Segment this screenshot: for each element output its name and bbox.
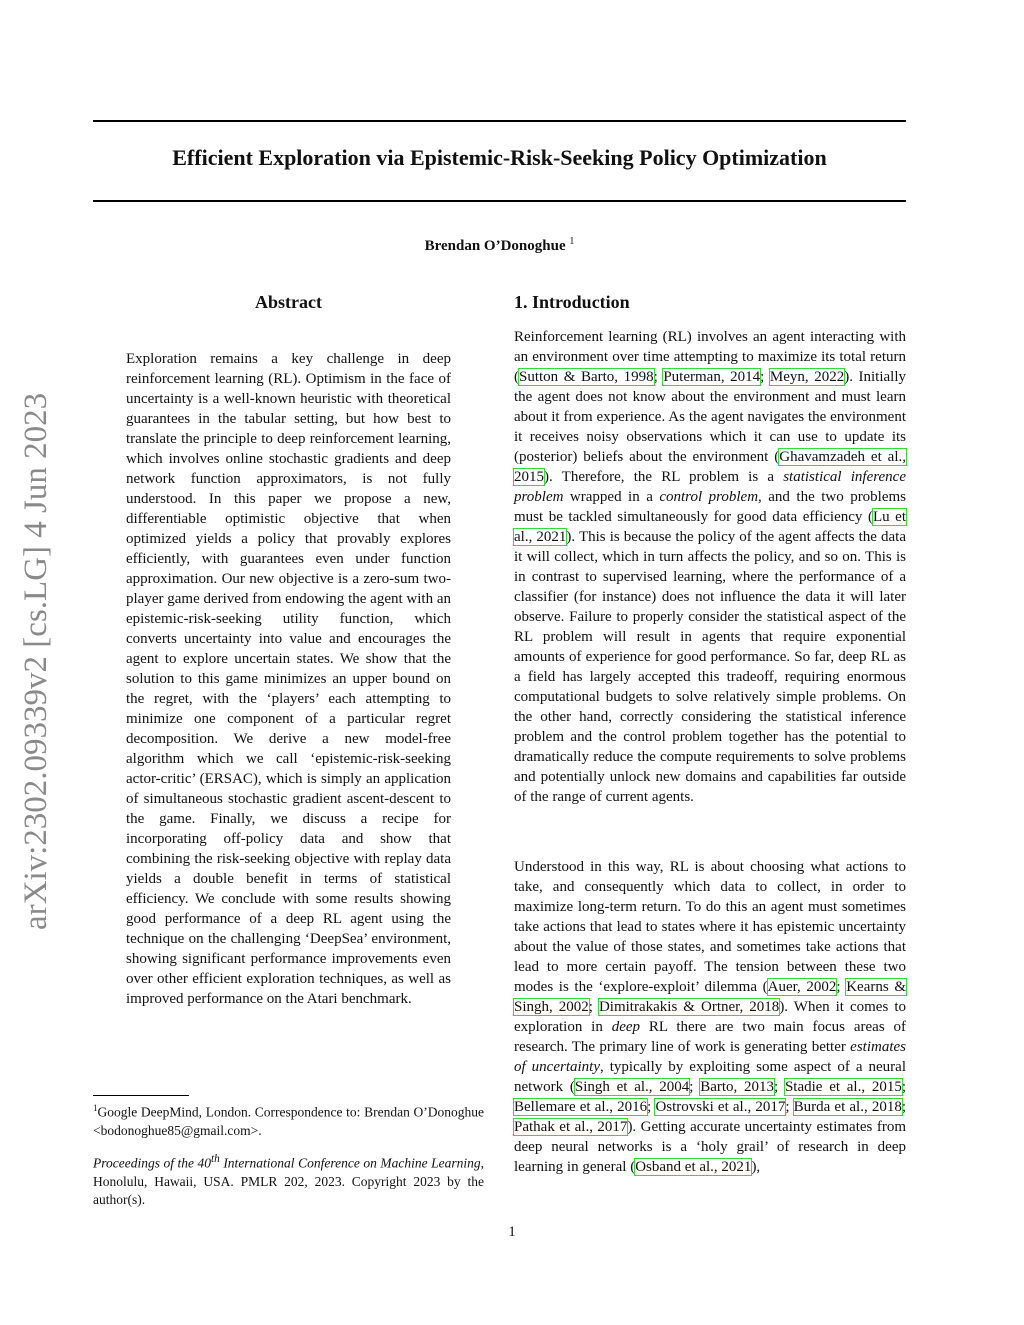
text-run: ;	[836, 979, 847, 995]
text-run: Understood in this way, RL is about choosing what actions to take, and consequently which data to collect, in order to maximize long-term return. To do this an agent must sometimes take actions that lead to states where it has epistemic uncertainty about the value of those states, and sometimes take actions that lead to more certain payoff. The tension between these two modes is the ‘explore-exploit’ dilemma (	[514, 859, 906, 995]
text-run: ;	[785, 1099, 794, 1115]
footnote-mark: 1	[93, 1103, 98, 1113]
citation-link[interactable]: Osband et al., 2021	[635, 1159, 752, 1175]
introduction-paragraph-2	[514, 857, 906, 1177]
conference-ordinal-suffix: th	[211, 1153, 220, 1165]
arxiv-identifier[interactable]: arXiv:2302.09339v2 [cs.LG] 4 Jun 2023	[18, 392, 54, 930]
citation-link[interactable]: Ostrovski et al., 2017	[655, 1099, 786, 1115]
citation-link[interactable]: Puterman, 2014	[663, 369, 761, 385]
proceedings-details: , Honolulu, Hawaii, USA. PMLR 202, 2023. Copyright 2023 by the author(s).	[93, 1155, 484, 1207]
citation-link[interactable]: Kearns & Singh, 2002	[514, 979, 906, 1015]
text-run: ). This is because the policy of the agent affects the data it will collect, which in turn affects the policy, and so on. This is in contrast to supervised learning, where the performance of a classifier (for instance) does not influence the data it will later observe. Failure to properly consider the statistical aspect of the RL problem will result in agents that require exponential amounts of experience for good performance. So far, deep RL as a field has largely accepted this tradeoff, requiring enormous computational budgets to solve relatively simple problems. On the other hand, correctly considering the statistical inference problem and the control problem together has the potential to dramatically reduce the compute requirements to solve problems and potentially unlock new domains and capabilities far outside of the range of current agents.	[514, 529, 906, 805]
citation-link[interactable]: Auer, 2002	[767, 979, 837, 995]
introduction-paragraph-1	[514, 327, 906, 807]
proceedings-prefix: Proceedings of the	[93, 1155, 198, 1171]
text-run: ;	[588, 999, 599, 1015]
text-run: ;	[760, 369, 770, 385]
citation-link[interactable]: Barto, 2013	[700, 1079, 775, 1095]
text-run: ;	[901, 1099, 906, 1115]
text-run: , and the two problems must be tackled simultaneously for good data efficiency (	[514, 489, 907, 525]
text-run: RL there are two main focus areas of research. The primary line of work is generating better	[514, 1019, 906, 1055]
conference-name: International Conference on Machine Learning	[219, 1155, 481, 1171]
text-run: ;	[647, 1099, 656, 1115]
emphasis-text: estimates of uncertainty	[514, 1039, 906, 1075]
author-affiliation-mark: 1	[569, 236, 575, 247]
text-run: ;	[901, 1079, 906, 1095]
page-number: 1	[508, 1224, 516, 1240]
citation-link[interactable]: Ghavamzadeh et al., 2015	[514, 449, 906, 485]
text-run: Reinforcement learning (RL) involves an agent interacting with an environment over time attempting to maximize its total return (	[514, 329, 906, 385]
affiliation-footnote	[93, 1099, 484, 1140]
title-rule-top	[93, 120, 906, 122]
citation-link[interactable]: Singh et al., 2004	[574, 1079, 690, 1095]
citation-link[interactable]: Stadie et al., 2015	[784, 1079, 902, 1095]
abstract-heading: Abstract	[255, 292, 322, 312]
text-run: ;	[774, 1079, 785, 1095]
author-line	[93, 236, 906, 255]
text-run: ). Initially the agent does not know about the environment and must learn about it from experience. As the agent navigates the environment it receives noisy observations which it can use to update its (posterior) beliefs about the environment (	[514, 369, 906, 465]
text-run: ). When it comes to exploration in	[514, 999, 906, 1035]
footnote-rule	[93, 1095, 189, 1096]
citation-link[interactable]: Bellemare et al., 2016	[514, 1099, 648, 1115]
conference-ordinal: 40	[197, 1155, 212, 1171]
citation-link[interactable]: Sutton & Barto, 1998	[519, 369, 654, 385]
title-rule-bottom	[93, 200, 906, 202]
abstract-text: Exploration remains a key challenge in deep reinforcement learning (RL). Optimism in the face of uncertainty is a well-known heuristic with theoretical guarantees in the tabular setting, but how best to translate the principle to deep reinforcement learning, which involves online stochastic gradients and deep network function approximators, is not fully understood. In this paper we propose a new, differentiable optimistic objective that when optimized yields a policy that provably explores efficiently, with guarantees even under function approximation. Our new objective is a zero-sum two-player game derived from endowing the agent with an epistemic-risk-seeking utility function, which converts uncertainty into value and encourages the agent to explore uncertain states. We show that the solution to this game minimizes an upper bound on the regret, with the ‘players’ each attempting to minimize one component of a particular regret decomposition. We derive a new model-free algorithm which we call ‘epistemic-risk-seeking actor-critic’ (ERSAC), which is simply an application of simultaneous stochastic gradient ascent-descent to the game. Finally, we discuss a recipe for incorporating off-policy data and show that combining the risk-seeking objective with replay data yields a double benefit in terms of statistical efficiency. We conclude with some results showing good performance of a deep RL agent using the technique on the challenging ‘DeepSea’ environment, showing significant performance improvements even over other efficient exploration techniques, as well as improved performance on the Atari benchmark.	[126, 351, 451, 1007]
author-name: Brendan O’Donoghue	[424, 238, 566, 254]
footnote-text: Google DeepMind, London. Correspondence to: Brendan O’Donoghue <bodonoghue85@gmail.com>.	[93, 1104, 484, 1138]
text-run: wrapped in a	[563, 489, 660, 505]
citation-link[interactable]: Burda et al., 2018	[793, 1099, 902, 1115]
text-run: ;	[689, 1079, 701, 1095]
citation-link[interactable]: Pathak et al., 2017	[514, 1119, 628, 1135]
introduction-heading: 1. Introduction	[514, 292, 630, 312]
emphasis-text: control problem	[659, 489, 759, 505]
text-run: ). Therefore, the RL problem is a	[544, 469, 784, 485]
citation-link[interactable]: Dimitrakakis & Ortner, 2018	[598, 999, 780, 1015]
emphasis-text: statistical inference problem	[514, 469, 906, 505]
citation-link[interactable]: Lu et al., 2021	[514, 509, 906, 545]
emphasis-text: deep	[611, 1019, 641, 1035]
text-run: ). Getting accurate uncertainty estimates from deep neural networks is a ‘holy grail’ of research in deep learning in general (	[514, 1119, 906, 1175]
text-run: , typically by exploiting some aspect of a neural network (	[514, 1059, 906, 1095]
text-run: ;	[653, 369, 664, 385]
paper-title: Efficient Exploration via Epistemic-Risk-Seeking Policy Optimization	[172, 145, 827, 170]
proceedings-note	[93, 1150, 484, 1209]
text-run: ),	[751, 1159, 761, 1175]
citation-link[interactable]: Meyn, 2022	[769, 369, 845, 385]
